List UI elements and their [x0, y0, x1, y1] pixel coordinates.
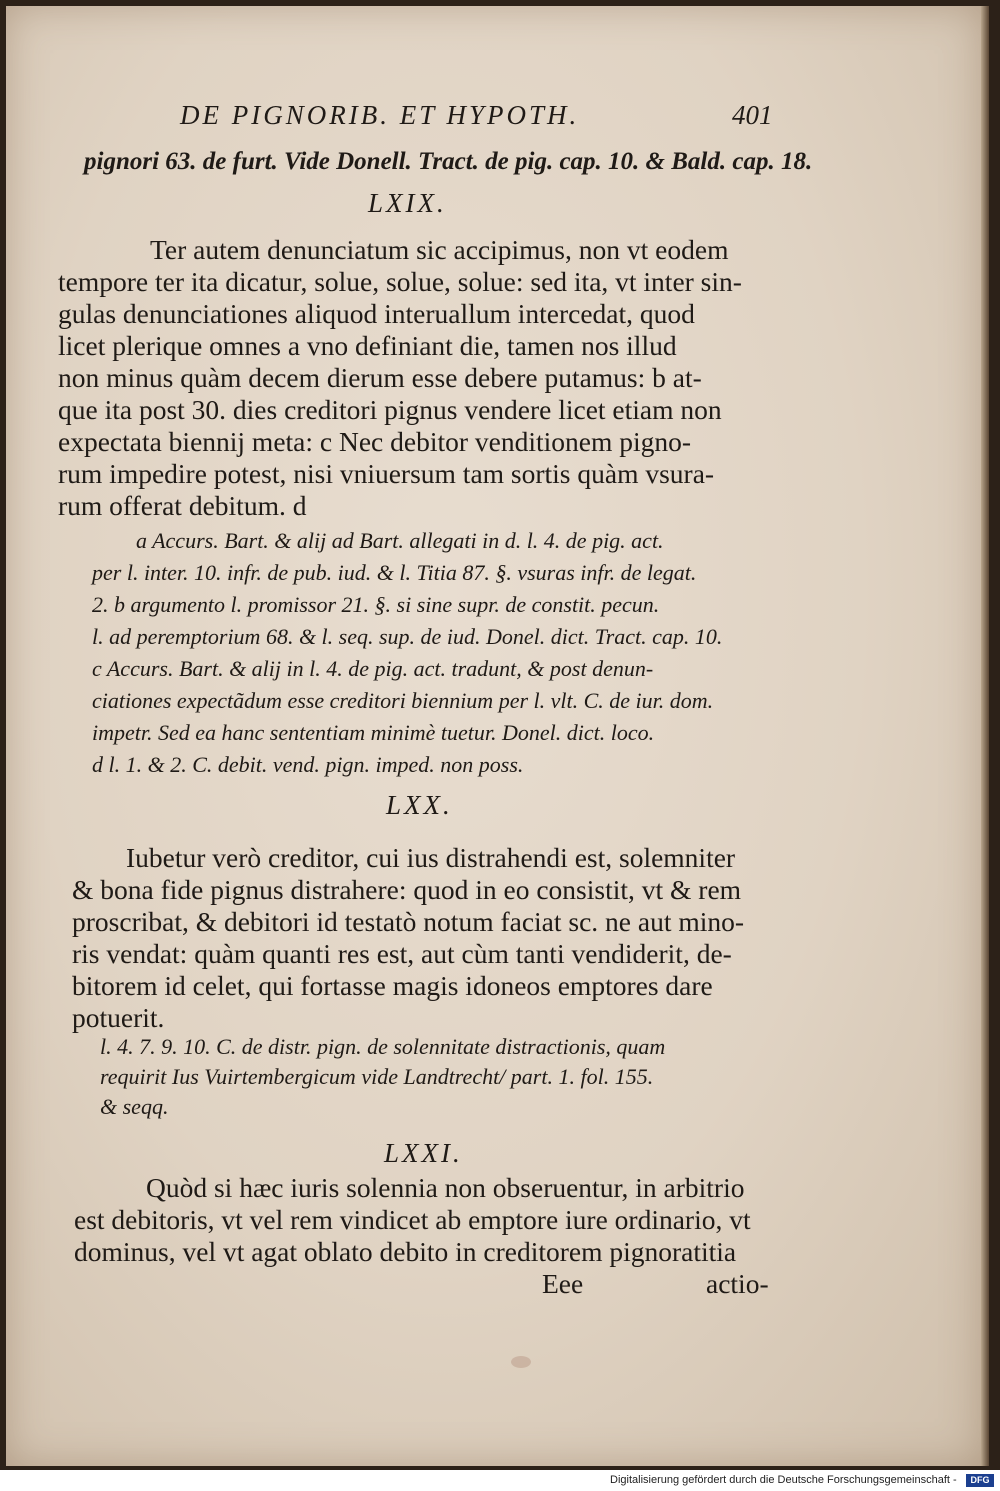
body-line: licet plerique omnes a vno definiant die, tamen nos illud: [58, 330, 677, 361]
body-line: dominus, vel vt agat oblato debito in creditorem pignoratitia: [74, 1236, 737, 1267]
catchword: actio-: [706, 1268, 769, 1299]
footnote-line: per l. inter. 10. infr. de pub. iud. & l. Titia 87. §. vsuras infr. de legat.: [92, 560, 697, 585]
digitization-credit: Digitalisierung gefördert durch die Deutsche Forschungsgemeinschaft -: [610, 1474, 957, 1486]
running-head: DE PIGNORIB. ET HYPOTH.: [180, 100, 580, 130]
signature-mark: Eee: [542, 1268, 584, 1299]
footnote-line: ciationes expectãdum esse creditori biennium per l. vlt. C. de iur. dom.: [92, 688, 714, 713]
dfg-logo: DFG: [966, 1474, 994, 1487]
body-line: rum offerat debitum. d: [58, 490, 307, 521]
body-line: non minus quàm decem dierum esse debere putamus: b at-: [58, 362, 702, 393]
body-line: proscribat, & debitori id testatò notum faciat sc. ne aut mino-: [72, 906, 745, 937]
footnote-line: requirit Ius Vuirtembergicum vide Landtrecht/ part. 1. fol. 155.: [100, 1064, 654, 1089]
body-line: bitorem id celet, qui fortasse magis idoneos emptores dare: [72, 970, 713, 1001]
body-line: Iubetur verò creditor, cui ius distrahendi est, solemniter: [126, 842, 736, 873]
body-line: potuerit.: [72, 1002, 165, 1033]
page-number: 401: [732, 100, 773, 130]
section-heading-lxx: LXX.: [386, 790, 453, 820]
body-line: tempore ter ita dicatur, solue, solue, solue: sed ita, vt inter sin-: [58, 266, 742, 297]
footnote-line: l. 4. 7. 9. 10. C. de distr. pign. de solennitate distractionis, quam: [100, 1034, 666, 1059]
continued-note-line: pignori 63. de furt. Vide Donell. Tract. de pig. cap. 10. & Bald. cap. 18.: [84, 148, 813, 175]
body-line: rum impedire potest, nisi vniuersum tam sortis quàm vsura-: [58, 458, 715, 489]
section-heading-lxxi: LXXI.: [384, 1138, 463, 1168]
footnote-line: & seqq.: [100, 1094, 169, 1119]
body-line: Quòd si hæc iuris solennia non obseruentur, in arbitrio: [146, 1172, 745, 1203]
body-line: ris vendat: quàm quanti res est, aut cùm tanti vendiderit, de-: [72, 938, 732, 969]
body-line: expectata biennij meta: c Nec debitor venditionem pigno-: [58, 426, 692, 457]
section-heading-lxix: LXIX.: [368, 188, 447, 218]
footnote-line: c Accurs. Bart. & alij in l. 4. de pig. act. tradunt, & post denun-: [92, 656, 654, 681]
body-line: gulas denunciationes aliquod interuallum intercedat, quod: [58, 298, 695, 329]
footnote-line: a Accurs. Bart. & alij ad Bart. allegati in d. l. 4. de pig. act.: [136, 528, 664, 553]
body-line: Ter autem denunciatum sic accipimus, non vt eodem: [150, 234, 729, 265]
body-line: est debitoris, vt vel rem vindicet ab emptore iure ordinario, vt: [74, 1204, 751, 1235]
footnote-line: d l. 1. & 2. C. debit. vend. pign. imped. non poss.: [92, 752, 524, 777]
body-line: & bona fide pignus distrahere: quod in eo consistit, vt & rem: [72, 874, 742, 905]
body-line: que ita post 30. dies creditori pignus vendere licet etiam non: [58, 394, 722, 425]
paper-stain: [511, 1356, 531, 1368]
footnote-line: impetr. Sed ea hanc sententiam minimè tuetur. Donel. dict. loco.: [92, 720, 655, 745]
footnote-line: l. ad peremptorium 68. & l. seq. sup. de iud. Donel. dict. Tract. cap. 10.: [92, 624, 723, 649]
footnote-line: 2. b argumento l. promissor 21. §. si sine supr. de constit. pecun.: [92, 592, 660, 617]
page-edge: [981, 6, 989, 1466]
